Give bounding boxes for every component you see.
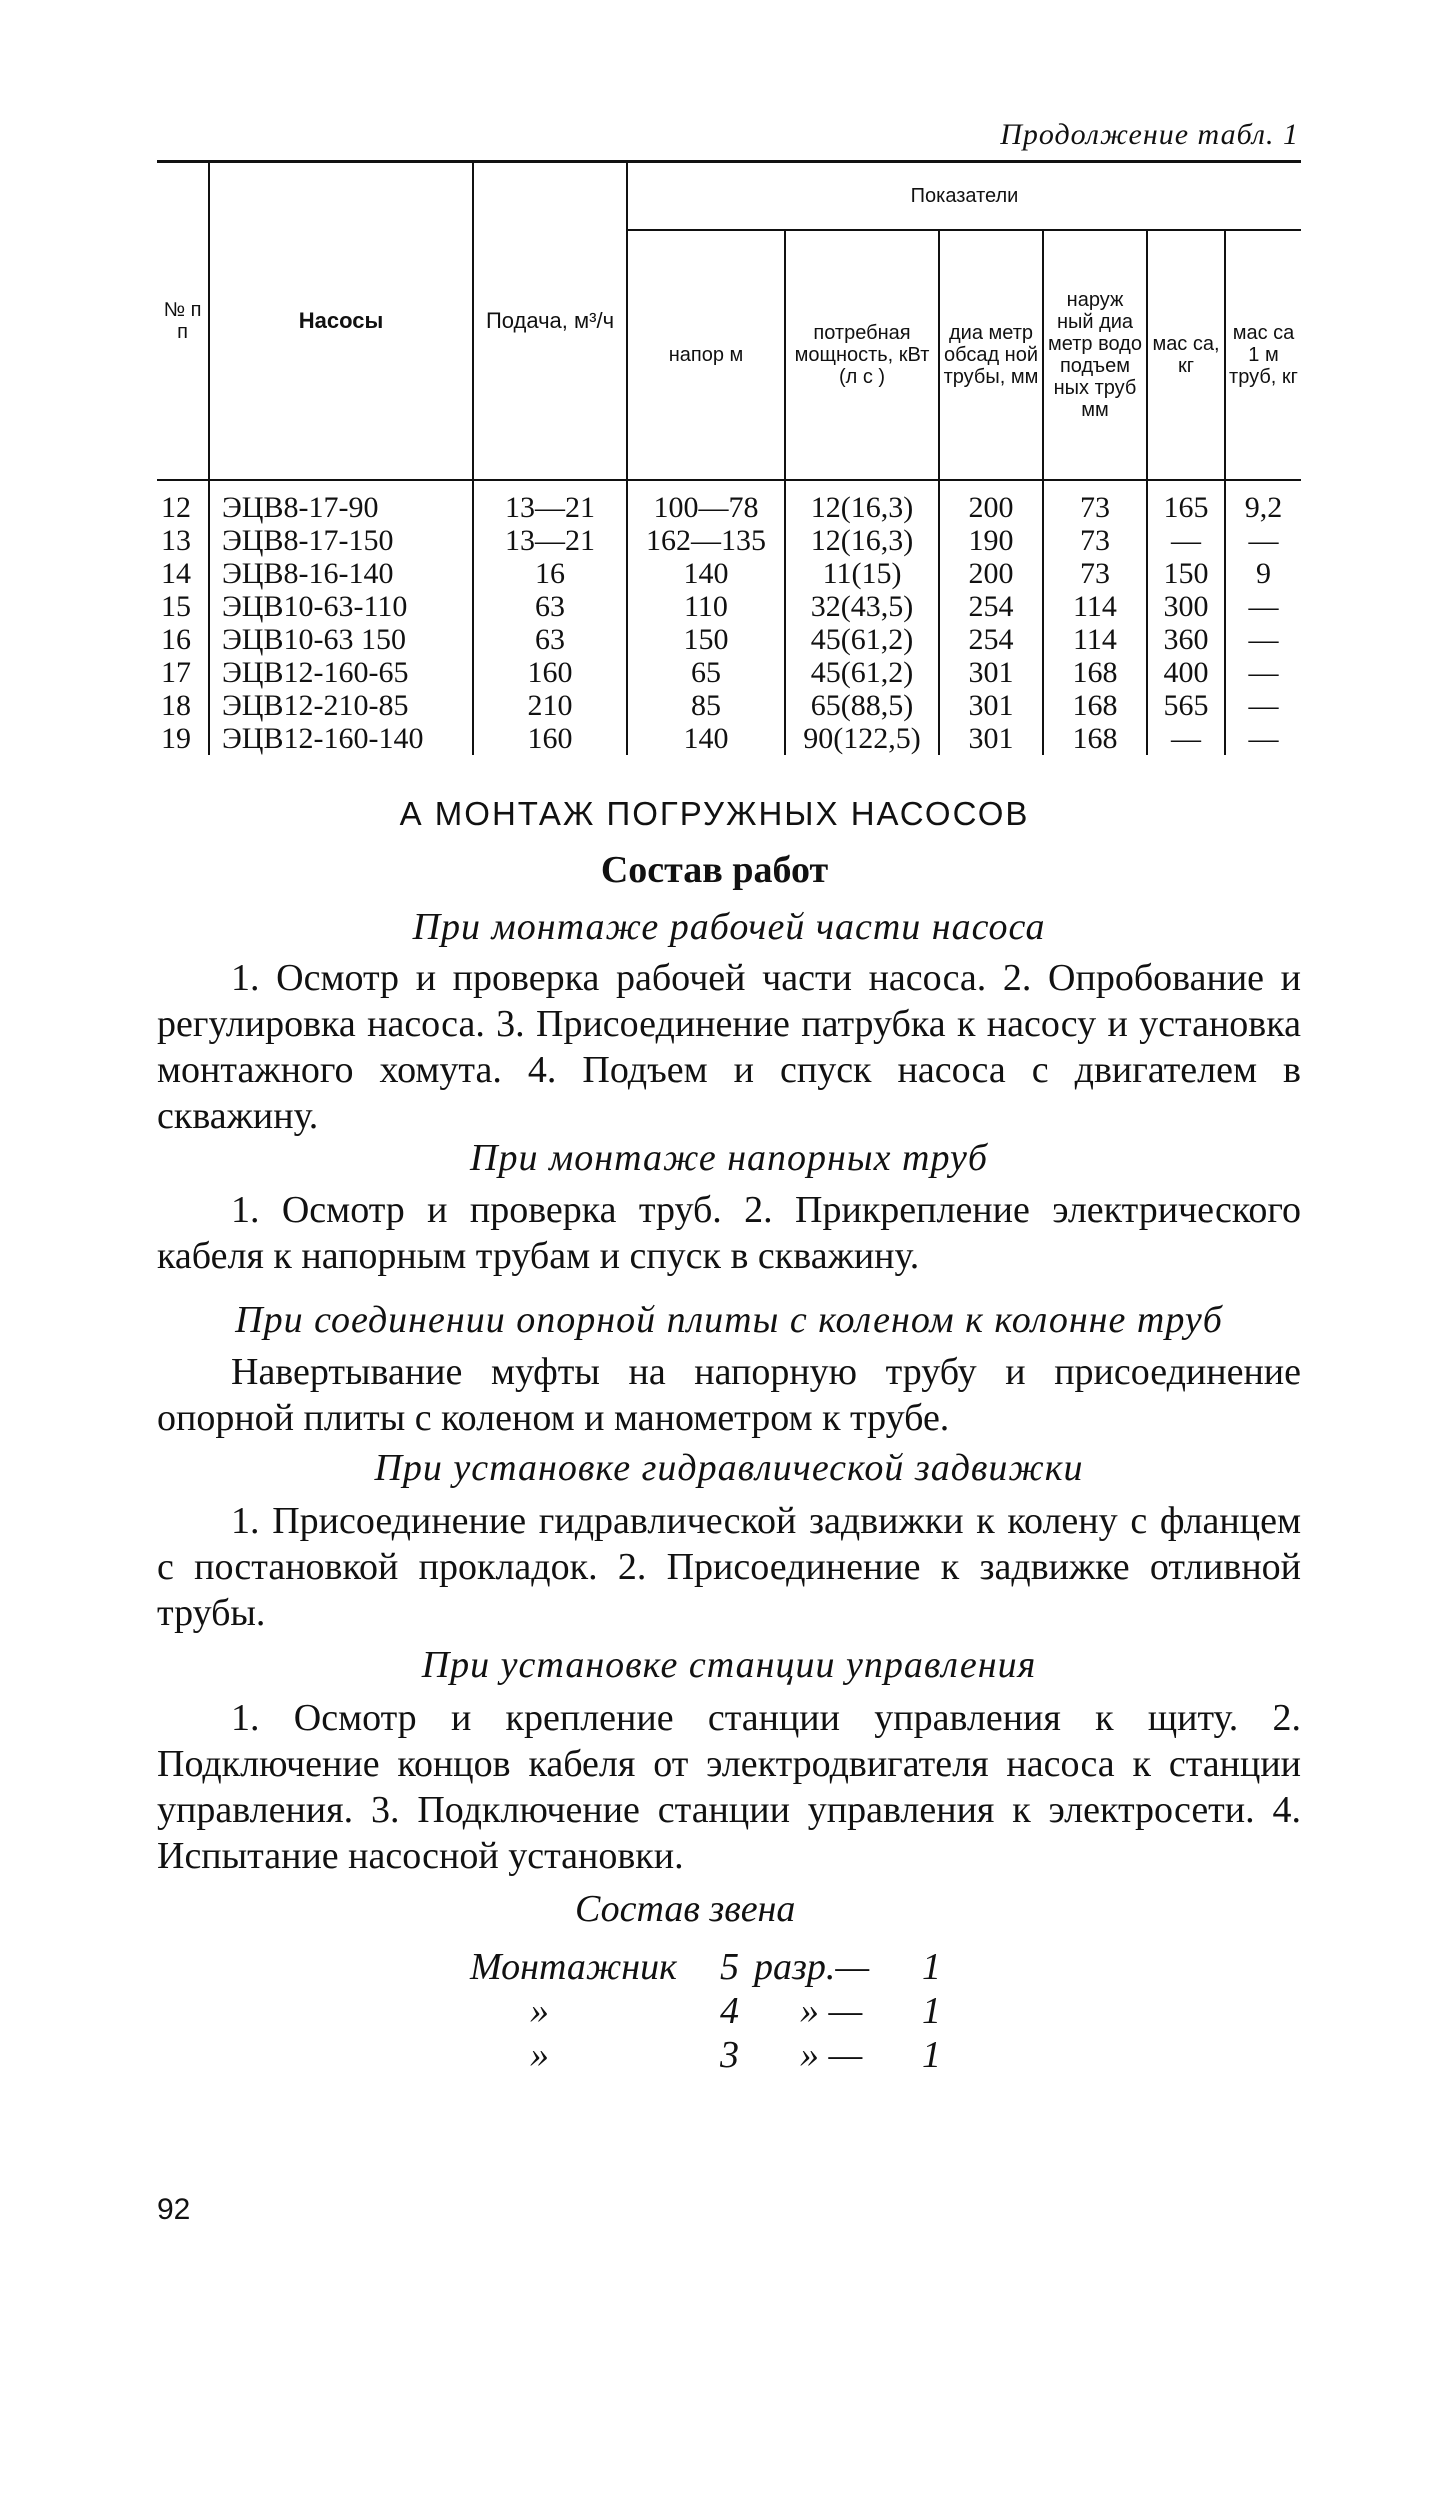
pump-model-cell: ЭЦВ12-210-85 (209, 689, 473, 722)
pump-specifications-table (157, 160, 1301, 755)
crew-unit: » — (800, 2034, 863, 2076)
power-cell: 11(15) (785, 557, 939, 590)
pipe-diameter-cell: 114 (1043, 623, 1147, 656)
table-row (157, 590, 1301, 623)
work-composition-title: Состав работ (600, 849, 829, 891)
header-flow: Подача, м³/ч (473, 162, 627, 481)
header-mass: мас са, кг (1147, 230, 1225, 480)
header-power: потребная мощность, кВт (л с ) (785, 230, 939, 480)
casing-diameter-cell: 200 (939, 557, 1043, 590)
row-number-cell: 17 (157, 656, 209, 689)
mass-cell: 150 (1147, 557, 1225, 590)
section-text-1: 1. Осмотр и проверка рабочей части насоса. 2. Опробование и регулировка насоса. 3. Присоединение патрубка к насосу и установка монтажного хомута. 4. Подъем и спуск насоса с двигателем в скважину. (157, 957, 1301, 1137)
row-number-cell: 16 (157, 623, 209, 656)
flow-rate-cell: 210 (473, 689, 627, 722)
table-row (157, 524, 1301, 557)
casing-diameter-cell: 301 (939, 656, 1043, 689)
mass-cell: 400 (1147, 656, 1225, 689)
section-text-5: 1. Осмотр и крепление станции управления к щиту. 2. Подключение концов кабеля от электродвигателя насоса к станции управления. 3. Подключение станции управления к электросети. 4. Испытание насосной установки. (157, 1697, 1301, 1877)
head-cell: 65 (627, 656, 785, 689)
casing-diameter-cell: 200 (939, 480, 1043, 524)
power-cell: 90(122,5) (785, 722, 939, 755)
crew-grade: 4 (720, 1990, 739, 2032)
mass-per-meter-cell: — (1225, 524, 1301, 557)
crew-count: 1 (922, 2034, 941, 2076)
head-cell: 140 (627, 722, 785, 755)
crew-unit: разр.— (754, 1946, 870, 1988)
row-number-cell: 14 (157, 557, 209, 590)
header-number: № п п (157, 162, 209, 481)
header-pipe-diameter: наруж ный диа метр водо подъем ных труб мм (1043, 230, 1147, 480)
casing-diameter-cell: 301 (939, 689, 1043, 722)
pump-model-cell: ЭЦВ12-160-65 (209, 656, 473, 689)
crew-row (470, 2033, 1070, 2077)
casing-diameter-cell: 190 (939, 524, 1043, 557)
power-cell: 12(16,3) (785, 480, 939, 524)
row-number-cell: 12 (157, 480, 209, 524)
pipe-diameter-cell: 73 (1043, 480, 1147, 524)
flow-rate-cell: 13—21 (473, 480, 627, 524)
flow-rate-cell: 63 (473, 623, 627, 656)
pipe-diameter-cell: 168 (1043, 689, 1147, 722)
header-head: напор м (627, 230, 785, 480)
mass-cell: — (1147, 524, 1225, 557)
crew-row (470, 1945, 1070, 1989)
table-continuation-label: Продолжение табл. 1 (1000, 118, 1299, 151)
mass-per-meter-cell: — (1225, 722, 1301, 755)
head-cell: 110 (627, 590, 785, 623)
section-title: А МОНТАЖ ПОГРУЖНЫХ НАСОСОВ (399, 795, 1030, 832)
crew-role: » (530, 1990, 549, 2032)
mass-cell: 360 (1147, 623, 1225, 656)
casing-diameter-cell: 254 (939, 623, 1043, 656)
flow-rate-cell: 160 (473, 722, 627, 755)
head-cell: 100—78 (627, 480, 785, 524)
mass-per-meter-cell: — (1225, 656, 1301, 689)
crew-grade: 5 (720, 1946, 739, 1988)
mass-per-meter-cell: 9,2 (1225, 480, 1301, 524)
pump-model-cell: ЭЦВ8-17-150 (209, 524, 473, 557)
section-text-3: Навертывание муфты на напорную трубу и присоединение опорной плиты с коленом и манометром к трубе. (157, 1351, 1301, 1439)
mass-per-meter-cell: 9 (1225, 557, 1301, 590)
head-cell: 162—135 (627, 524, 785, 557)
head-cell: 150 (627, 623, 785, 656)
section-heading-4: При установке гидравлической задвижки (374, 1447, 1084, 1489)
casing-diameter-cell: 301 (939, 722, 1043, 755)
crew-list (470, 1945, 1070, 2077)
power-cell: 12(16,3) (785, 524, 939, 557)
pipe-diameter-cell: 168 (1043, 656, 1147, 689)
table-row (157, 480, 1301, 524)
header-mass-per-meter: мас са 1 м труб, кг (1225, 230, 1301, 480)
pump-model-cell: ЭЦВ12-160-140 (209, 722, 473, 755)
crew-count: 1 (922, 1946, 941, 1988)
crew-heading: Состав звена (575, 1888, 796, 1930)
flow-rate-cell: 13—21 (473, 524, 627, 557)
crew-role: Монтажник (470, 1946, 677, 1988)
table-row (157, 557, 1301, 590)
pipe-diameter-cell: 168 (1043, 722, 1147, 755)
mass-cell: 565 (1147, 689, 1225, 722)
power-cell: 32(43,5) (785, 590, 939, 623)
section-heading-5: При установке станции управления (421, 1644, 1037, 1686)
crew-unit: » — (800, 1990, 863, 2032)
header-casing-diameter: диа метр обсад ной трубы, мм (939, 230, 1043, 480)
section-text-2: 1. Осмотр и проверка труб. 2. Прикрепление электрического кабеля к напорным трубам и спуск в скважину. (157, 1189, 1301, 1277)
crew-count: 1 (922, 1990, 941, 2032)
flow-rate-cell: 16 (473, 557, 627, 590)
crew-row (470, 1989, 1070, 2033)
section-heading-3: При соединении опорной плиты с коленом к колонне труб (235, 1299, 1223, 1341)
row-number-cell: 19 (157, 722, 209, 755)
row-number-cell: 13 (157, 524, 209, 557)
pump-model-cell: ЭЦВ8-16-140 (209, 557, 473, 590)
table-row (157, 623, 1301, 656)
mass-per-meter-cell: — (1225, 590, 1301, 623)
pipe-diameter-cell: 73 (1043, 557, 1147, 590)
table-row (157, 689, 1301, 722)
mass-per-meter-cell: — (1225, 689, 1301, 722)
pipe-diameter-cell: 114 (1043, 590, 1147, 623)
flow-rate-cell: 160 (473, 656, 627, 689)
pump-model-cell: ЭЦВ8-17-90 (209, 480, 473, 524)
head-cell: 85 (627, 689, 785, 722)
head-cell: 140 (627, 557, 785, 590)
section-heading-2: При монтаже напорных труб (470, 1137, 988, 1179)
section-heading-1: При монтаже рабочей части насоса (412, 906, 1046, 948)
flow-rate-cell: 63 (473, 590, 627, 623)
pipe-diameter-cell: 73 (1043, 524, 1147, 557)
header-pumps: Насосы (209, 162, 473, 481)
mass-cell: — (1147, 722, 1225, 755)
row-number-cell: 18 (157, 689, 209, 722)
crew-grade: 3 (720, 2034, 739, 2076)
power-cell: 45(61,2) (785, 656, 939, 689)
table-row (157, 656, 1301, 689)
pump-model-cell: ЭЦВ10-63 150 (209, 623, 473, 656)
row-number-cell: 15 (157, 590, 209, 623)
section-text-4: 1. Присоединение гидравлической задвижки к колену с фланцем с постановкой прокладок. 2. Присоединение к задвижке отливной трубы. (157, 1500, 1301, 1634)
power-cell: 45(61,2) (785, 623, 939, 656)
casing-diameter-cell: 254 (939, 590, 1043, 623)
crew-role: » (530, 2034, 549, 2076)
header-indicators-group: Показатели (627, 162, 1301, 231)
pump-model-cell: ЭЦВ10-63-110 (209, 590, 473, 623)
page-number: 92 (157, 2193, 191, 2226)
mass-per-meter-cell: — (1225, 623, 1301, 656)
mass-cell: 300 (1147, 590, 1225, 623)
mass-cell: 165 (1147, 480, 1225, 524)
power-cell: 65(88,5) (785, 689, 939, 722)
table-row (157, 722, 1301, 755)
